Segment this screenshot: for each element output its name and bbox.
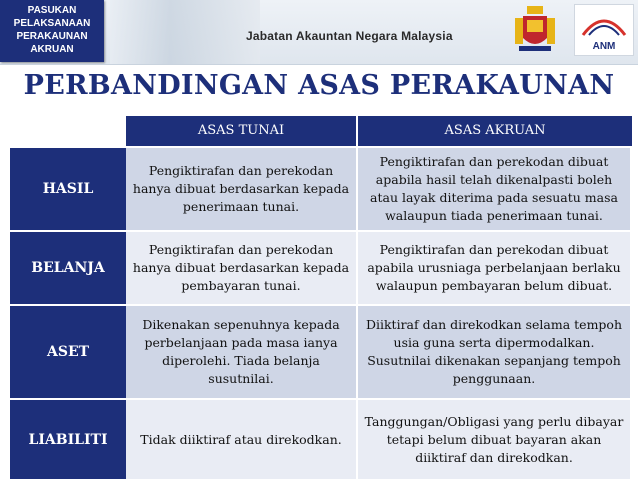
header-asas-akruan: ASAS AKRUAN	[356, 116, 632, 146]
badge-line-4: AKRUAN	[30, 44, 74, 55]
row-label-hasil: HASIL	[10, 146, 126, 230]
header-banner	[0, 0, 638, 65]
cell-belanja-akruan: Pengiktirafan dan perekodan dibuat apabila urusniaga perbelanjaan berlaku walaupun pembayaran belum dibuat.	[356, 230, 630, 304]
badge-line-3: PERAKAUNAN	[16, 31, 88, 42]
anm-arc-icon	[575, 5, 633, 55]
header-asas-tunai: ASAS TUNAI	[126, 116, 356, 146]
team-badge	[0, 0, 104, 62]
anm-logo-text: ANM	[592, 41, 616, 52]
badge-line-2: PELAKSANAAN	[13, 18, 91, 29]
coat-of-arms-icon	[513, 4, 557, 54]
cell-liabiliti-akruan: Tanggungan/Obligasi yang perlu dibayar tetapi belum dibuat bayaran akan diiktiraf dan direkodkan.	[356, 398, 630, 479]
cell-aset-tunai: Dikenakan sepenuhnya kepada perbelanjaan pada masa ianya diperolehi. Tiada belanja susutnilai.	[126, 304, 356, 398]
cell-aset-akruan: Diiktiraf dan direkodkan selama tempoh usia guna serta dipermodalkan. Susutnilai dikenakan sepanjang tempoh penggunaan.	[356, 304, 630, 398]
anm-logo	[574, 4, 634, 56]
row-label-aset: ASET	[10, 304, 126, 398]
page-title: PERBANDINGAN ASAS PERAKAUNAN	[23, 70, 615, 101]
cell-belanja-tunai: Pengiktirafan dan perekodan hanya dibuat berdasarkan kepada pembayaran tunai.	[126, 230, 356, 304]
row-label-belanja: BELANJA	[10, 230, 126, 304]
comparison-table	[10, 116, 630, 479]
badge-line-1: PASUKAN	[27, 5, 77, 16]
department-name: Jabatan Akauntan Negara Malaysia	[246, 29, 453, 43]
row-label-liabiliti: LIABILITI	[10, 398, 126, 479]
cell-hasil-akruan: Pengiktirafan dan perekodan dibuat apabila hasil telah dikenalpasti boleh atau layak diterima pada sesuatu masa walaupun tiada penerimaan tunai.	[356, 146, 630, 230]
cell-hasil-tunai: Pengiktirafan dan perekodan hanya dibuat berdasarkan kepada penerimaan tunai.	[126, 146, 356, 230]
building-photo	[110, 0, 260, 64]
cell-liabiliti-tunai: Tidak diiktiraf atau direkodkan.	[126, 398, 356, 479]
